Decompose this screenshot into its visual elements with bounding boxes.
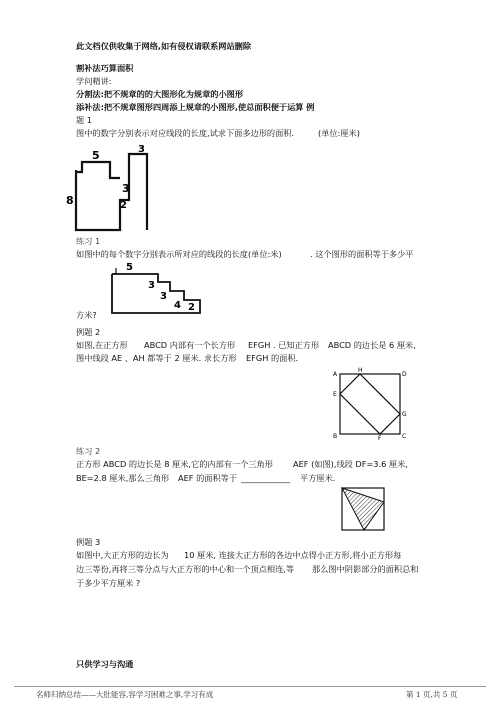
practice1-label-5: 5 <box>126 262 133 273</box>
ex2-label-e: E <box>333 391 337 398</box>
bottom-notice: 只供学习与沟通 <box>76 659 134 669</box>
footer-divider <box>14 686 486 687</box>
ex1-label-3-top: 3 <box>138 144 145 155</box>
ex2-label-b: B <box>333 433 338 440</box>
practice2-figure <box>334 482 390 536</box>
practice1-label-3b: 3 <box>160 291 167 302</box>
practice1-text-a: 如图中的每个数字分别表示所对应的线段的长度(单位:米) <box>76 249 282 259</box>
ex3-line1-a: 如图中,大正方形的边长为 <box>76 550 169 560</box>
practice1-label-4: 4 <box>174 300 181 311</box>
section-title: 割补法巧算面积 <box>76 63 134 73</box>
ex1-title: 题 1 <box>76 115 92 125</box>
study-label: 学问精讲: <box>76 76 112 86</box>
ex2-line2-b: EFGH 的面积. <box>246 353 299 363</box>
ex3-line1-b: 10 厘米, 连接大正方形的各边中点得小正方形,将小正方形每 <box>184 550 402 560</box>
ex1-label-8: 8 <box>66 194 74 207</box>
ex1-label-5: 5 <box>92 149 100 162</box>
practice1-text-c: 方米? <box>76 310 97 320</box>
practice2-line2-c: 平方厘米. <box>300 473 336 483</box>
ex2-label-a: A <box>333 371 338 378</box>
ex1-label-2: 2 <box>120 200 127 211</box>
ex2-label-g: G <box>402 411 407 418</box>
method-fill: 添补法:把不规章图形四周添上规章的小图形,使总面积便于运算 例 <box>76 102 315 112</box>
ex2-label-h: H <box>358 367 363 374</box>
ex2-line1-b: ABCD 内部有一个长方形 <box>144 340 236 350</box>
ex3-line2-a: 边三等份,再将三等分点与大正方形的中心和一个顶点相连,等 <box>76 564 295 574</box>
practice2-line2-b: AEF 的面积等于 <box>178 473 238 483</box>
ex2-line1-d: ABCD 的边长是 6 厘米, <box>328 340 416 350</box>
method-split: 分割法:把不规章的的大图形化为规章的小图形 <box>76 89 244 99</box>
practice2-line1-a: 正方形 ABCD 的边长是 8 厘米,它的内部有一个三角形 <box>76 459 273 469</box>
ex2-line1-a: 如图,在正方形 <box>76 340 128 350</box>
ex3-line2-b: 那么图中阴影部分的面积总和 <box>312 564 419 574</box>
ex1-text: 图中的数字分别表示对应线段的长度,试求下面多边形的面积. <box>76 128 295 138</box>
header-notice: 此文档仅供收集于网络,如有侵权请联系网站删除 <box>76 41 252 51</box>
practice2-answer-blank: ____________ <box>241 473 291 483</box>
ex2-title: 例题 2 <box>76 327 101 337</box>
practice1-label-2: 2 <box>188 302 195 313</box>
ex2-figure <box>330 366 410 440</box>
practice1-text-b: . 这个图形的面积等于多少平 <box>310 249 414 259</box>
practice2-title: 练习 2 <box>76 446 101 456</box>
ex2-line2-a: 图中线段 AE 、AH 都等于 2 厘米. 求长方形 <box>76 353 237 363</box>
footer-page-number: 第 1 页,共 5 页 <box>406 690 458 699</box>
ex2-label-c: C <box>402 433 407 440</box>
practice1-title: 练习 1 <box>76 236 101 246</box>
ex2-label-f: F <box>378 435 382 442</box>
practice2-line2-a: BE=2.8 厘米,那么三角形 <box>76 473 170 483</box>
ex2-label-d: D <box>402 371 407 378</box>
ex1-label-3-mid: 3 <box>122 182 130 195</box>
practice1-label-3a: 3 <box>148 280 155 291</box>
ex3-line3: 于多少平方厘米 ? <box>76 578 141 588</box>
ex2-line1-c: EFGH . 已知正方形 <box>248 340 320 350</box>
ex3-title: 例题 3 <box>76 537 101 547</box>
practice2-line1-b: AEF (如图),线段 DF=3.6 厘米, <box>293 459 408 469</box>
ex1-unit: (单位:厘米) <box>318 128 360 138</box>
footer-left: 名师归纳总结——大肚能容,容学习困难之事,学习有成 <box>36 690 214 699</box>
practice1-figure <box>104 258 208 316</box>
ex1-figure <box>66 142 172 234</box>
